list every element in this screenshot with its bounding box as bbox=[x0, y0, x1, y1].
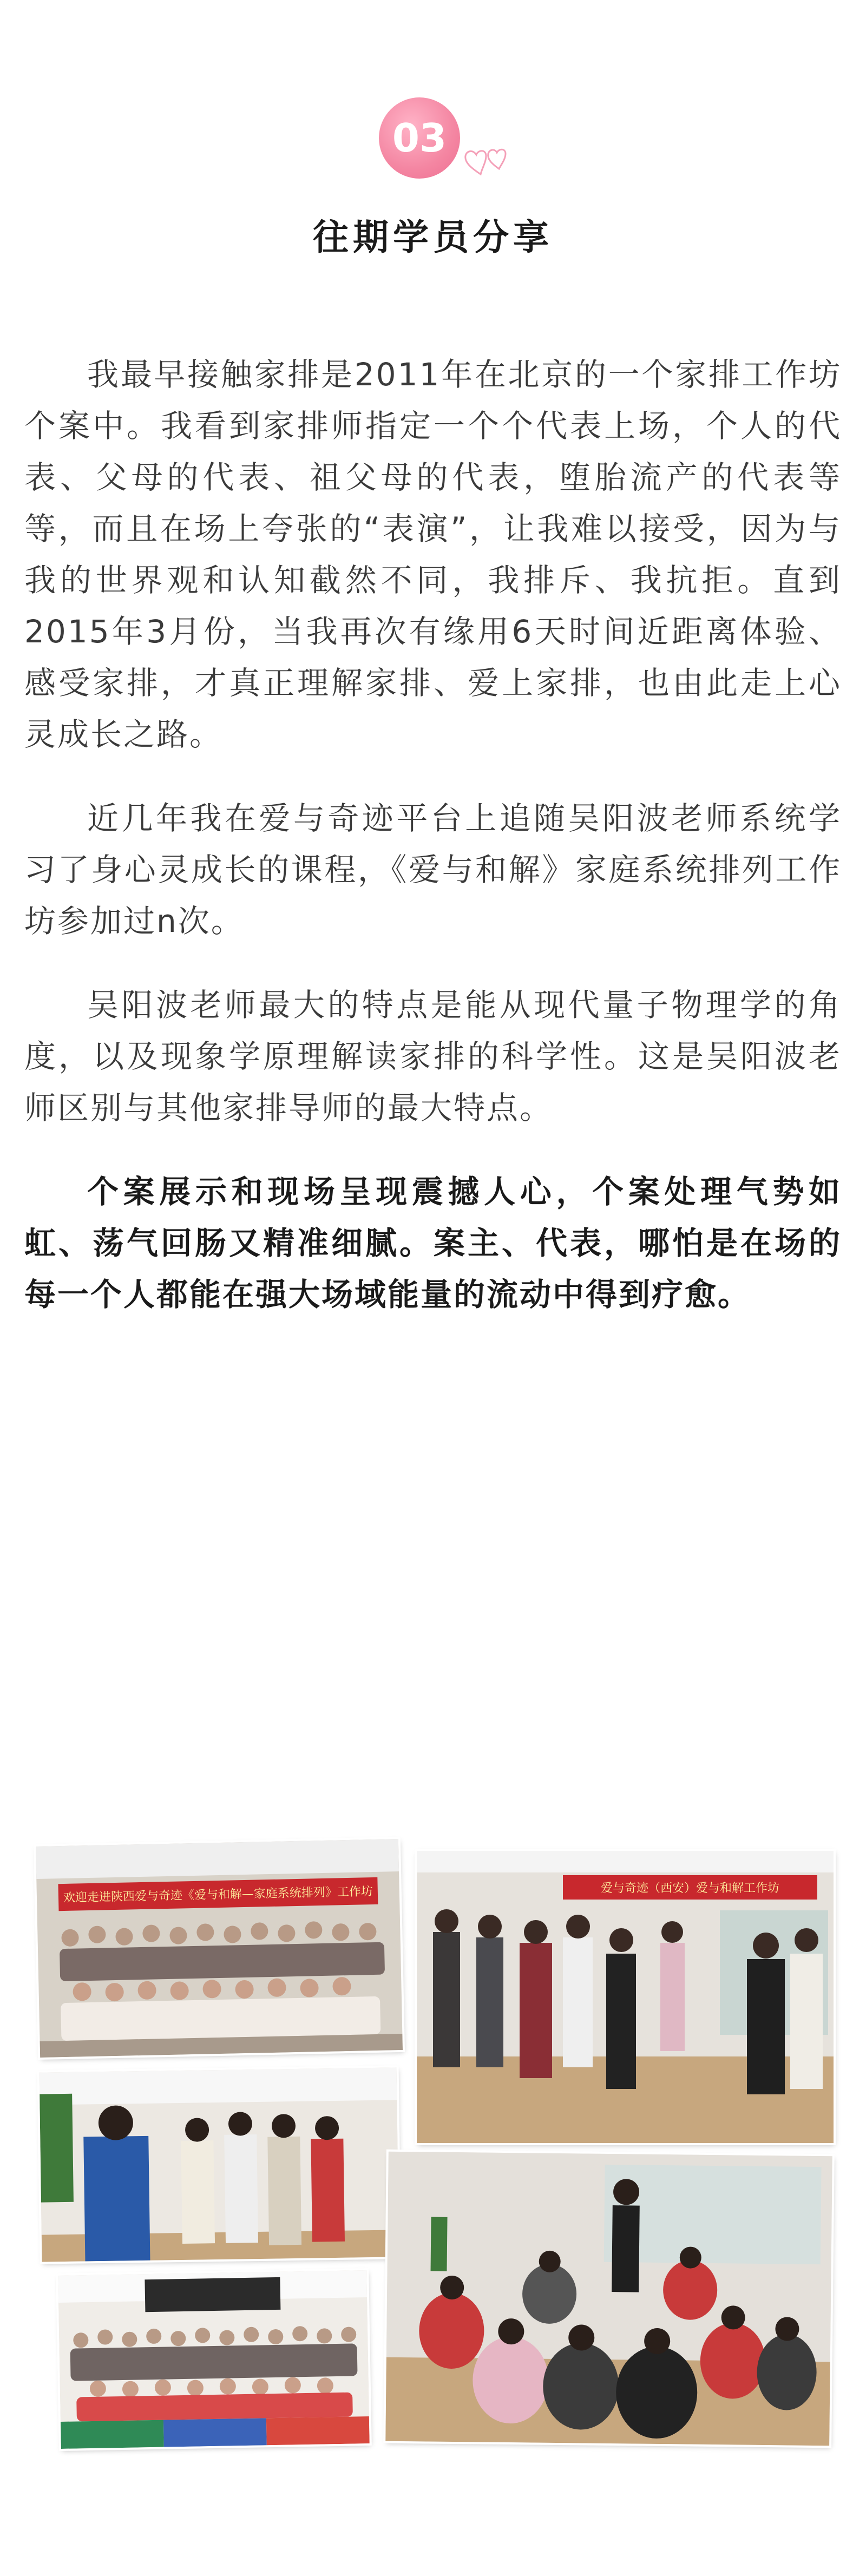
article-body bbox=[24, 349, 842, 1353]
paragraph-1: 我最早接触家排是2011年在北京的一个家排工作坊个案中。我看到家排师指定一个个代表上场，个人的代表、父母的代表、祖父母的代表，堕胎流产的代表等等，而且在场上夸张的“表演”，让我难以接受，因为与我的世界观和认知截然不同，我排斥、我抗拒。直到2015年3月份，当我再次有缘用6天时间近距离体验、感受家排，才真正理解家排、爱上家排，也由此走上心灵成长之路。 bbox=[24, 356, 842, 753]
photo-workshop-standing bbox=[417, 1851, 834, 2143]
paragraph-2: 近几年我在爱与奇迹平台上追随吴阳波老师系统学习了身心灵成长的课程，《爱与和解》家庭系统排列工作坊参加过n次。 bbox=[24, 800, 842, 939]
photo-participants-qipao bbox=[40, 2067, 399, 2262]
photo-banner-text-2: 爱与奇迹（西安）爱与和解工作坊 bbox=[600, 1882, 780, 1895]
photo-group-banner bbox=[36, 1839, 403, 2058]
photo-collage bbox=[38, 1843, 834, 2460]
section-number-badge bbox=[379, 97, 498, 189]
paragraph-3: 吴阳波老师最大的特点是能从现代量子物理学的角度，以及现象学原理解读家排的科学性。这是吴阳波老师区别与其他家排导师的最大特点。 bbox=[24, 987, 842, 1126]
photo-session-circle bbox=[385, 2152, 832, 2446]
section-number: 03 bbox=[379, 97, 460, 179]
paragraph-4-highlight: 个案展示和现场呈现震撼人心，个案处理气势如虹、荡气回肠又精准细腻。案主、代表，哪怕是在场的每一个人都能在强大场域能量的流动中得到疗愈。 bbox=[24, 1173, 842, 1313]
hearts-icon bbox=[460, 141, 520, 184]
photo-group-floor bbox=[58, 2270, 369, 2449]
photo-banner-text-1: 欢迎走进陕西爱与奇迹《爱与和解—家庭系统排列》工作坊 bbox=[63, 1885, 373, 1905]
section-title: 往期学员分享 bbox=[313, 216, 553, 258]
